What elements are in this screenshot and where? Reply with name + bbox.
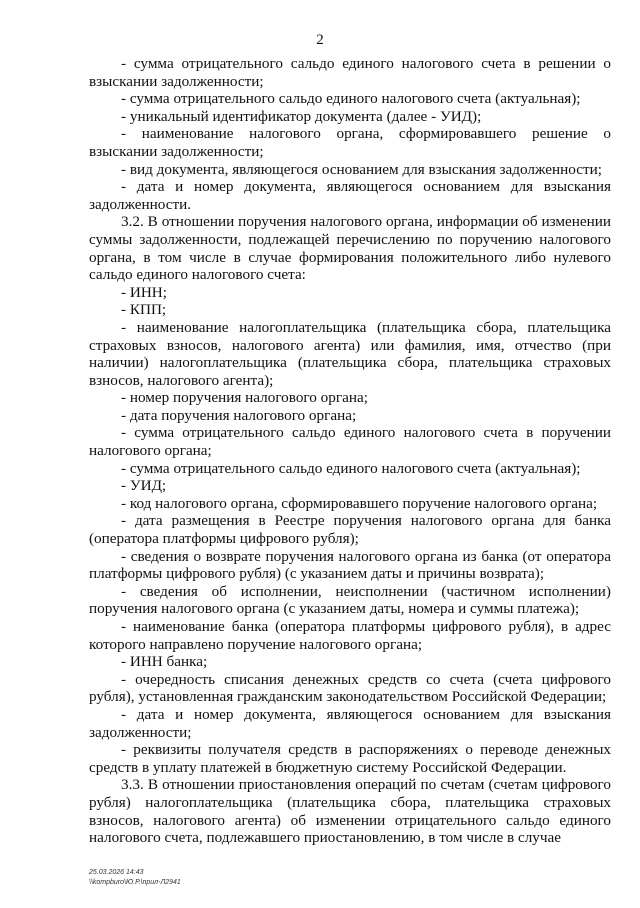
paragraph: - КПП; — [121, 301, 167, 319]
paragraph: - наименование налогового органа, сформировавшего решение о взыскании задолженности; — [89, 125, 611, 160]
paragraph: 3.2. В отношении поручения налогового органа, информации об изменении суммы задолженности, подлежащей перечислению по поручению налогового органа, в том числе в случае формирования положительного либо нулевого сальдо единого налогового счета: — [89, 213, 611, 284]
paragraph: - сведения о возврате поручения налогового органа из банка (от оператора платформы цифрового рубля) (с указанием даты и причины возврата); — [89, 547, 611, 583]
paragraph: - ИНН банка; — [121, 653, 208, 671]
paragraph: - уникальный идентификатор документа (далее - УИД); — [121, 107, 482, 125]
page-number: 2 — [316, 32, 324, 48]
paragraph: - сумма отрицательного сальдо единого налогового счета (актуальная); — [121, 90, 581, 108]
paragraph: - сумма отрицательного сальдо единого налогового счета (актуальная); — [121, 459, 581, 477]
paragraph: - сведения об исполнении, неисполнении (частичном исполнении) поручения налогового органа (с указанием даты, номера и суммы платежа); — [89, 582, 611, 618]
paragraph: - реквизиты получателя средств в распоряжениях о переводе денежных средств в уплату платежей в бюджетную систему Российской Федерации. — [89, 741, 611, 776]
footer-path: \\kompburo\Ю.Р.\прил-Л2941 — [89, 879, 181, 886]
paragraph: - вид документа, являющегося основанием для взыскания задолженности; — [121, 160, 602, 178]
paragraph: - код налогового органа, сформировавшего поручение налогового органа; — [121, 494, 598, 512]
paragraph: - ИНН; — [121, 283, 167, 301]
paragraph: - дата и номер документа, являющегося основанием для взыскания задолженности. — [89, 178, 611, 213]
paragraph: - дата поручения налогового органа; — [121, 406, 357, 424]
footer-timestamp: 25.03.2026 14:43 — [89, 869, 144, 876]
paragraph: 3.3. В отношении приостановления операций по счетам (счетам цифрового рубля) налогоплательщика (плательщика сбора, плательщика страховых взносов, налогового агента) об изменении отрицательного сальдо единого налогового счета, подлежавшего приостановлению, в том числе в случае — [89, 776, 611, 847]
paragraph: - дата размещения в Реестре поручения налогового органа для банка (оператора платформы цифрового рубля); — [89, 512, 611, 548]
paragraph: - наименование банка (оператора платформы цифрового рубля), в адрес которого направлено поручение налогового органа; — [89, 618, 611, 653]
paragraph: - дата и номер документа, являющегося основанием для взыскания задолженности; — [89, 705, 611, 741]
paragraph: - очередность списания денежных средств со счета (счета цифрового рубля), установленная гражданским законодательством Российской Федерации; — [89, 670, 611, 706]
paragraph: - УИД; — [121, 477, 167, 495]
document-body — [89, 55, 611, 847]
paragraph: - сумма отрицательного сальдо единого налогового счета в решении о взыскании задолженности; — [89, 55, 611, 90]
paragraph: - наименование налогоплательщика (плательщика сбора, плательщика страховых взносов, налогового агента) или фамилия, имя, отчество (при наличии) налогоплательщика (плательщика сбора, плательщика страховых взносов, налогового агента); — [89, 318, 611, 389]
document-footer — [89, 868, 181, 888]
paragraph: - номер поручения налогового органа; — [121, 389, 368, 407]
paragraph: - сумма отрицательного сальдо единого налогового счета в поручении налогового органа; — [89, 424, 611, 460]
